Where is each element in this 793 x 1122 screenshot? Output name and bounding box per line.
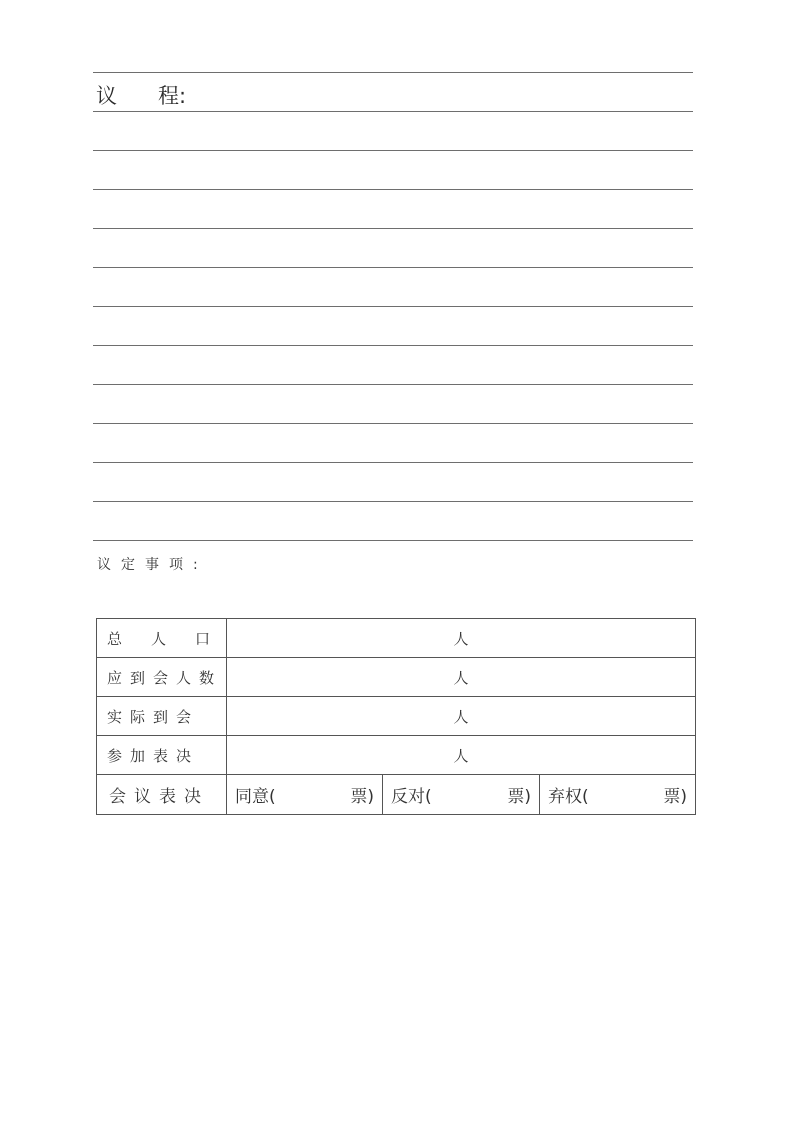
vote-table	[96, 618, 696, 815]
ruled-line	[93, 501, 693, 502]
total-population-label-char3: 口	[195, 629, 211, 648]
actual-attendees-label: 实际到会	[97, 697, 227, 736]
ruled-line	[93, 72, 693, 73]
ruled-line	[93, 306, 693, 307]
oppose-suffix: 票)	[507, 787, 531, 807]
ruled-line	[93, 540, 693, 541]
abstain-label: 弃权(	[548, 787, 589, 807]
table-row	[97, 619, 696, 658]
table-row	[97, 736, 696, 775]
total-population-label-char1: 总	[107, 629, 123, 648]
table-row	[97, 658, 696, 697]
agenda-label-char2: 程:	[158, 84, 187, 108]
total-population-value[interactable]: 人	[227, 619, 696, 658]
voting-participants-value[interactable]: 人	[227, 736, 696, 775]
actual-attendees-value[interactable]: 人	[227, 697, 696, 736]
ruled-line	[93, 423, 693, 424]
oppose-votes-cell[interactable]	[383, 775, 540, 815]
agenda-label-char1: 议	[96, 84, 117, 108]
oppose-label: 反对(	[391, 787, 432, 807]
total-population-label	[97, 619, 227, 658]
agree-label: 同意(	[235, 787, 276, 807]
table-row	[97, 775, 696, 815]
voting-participants-label: 参加表决	[97, 736, 227, 775]
ruled-line	[93, 228, 693, 229]
ruled-line	[93, 267, 693, 268]
total-population-label-char2: 人	[151, 629, 167, 648]
table-row	[97, 697, 696, 736]
ruled-line	[93, 111, 693, 112]
ruled-line	[93, 150, 693, 151]
agenda-label	[96, 80, 186, 110]
expected-attendees-value[interactable]: 人	[227, 658, 696, 697]
meeting-vote-label: 会议表决	[97, 775, 227, 815]
abstain-votes-cell[interactable]	[540, 775, 696, 815]
agree-suffix: 票)	[350, 787, 374, 807]
ruled-line	[93, 345, 693, 346]
ruled-line	[93, 462, 693, 463]
agree-votes-cell[interactable]	[227, 775, 383, 815]
abstain-suffix: 票)	[663, 787, 688, 807]
expected-attendees-label: 应到会人数	[97, 658, 227, 697]
resolved-items-label: 议定事项:	[97, 557, 208, 573]
ruled-line	[93, 189, 693, 190]
ruled-line	[93, 384, 693, 385]
